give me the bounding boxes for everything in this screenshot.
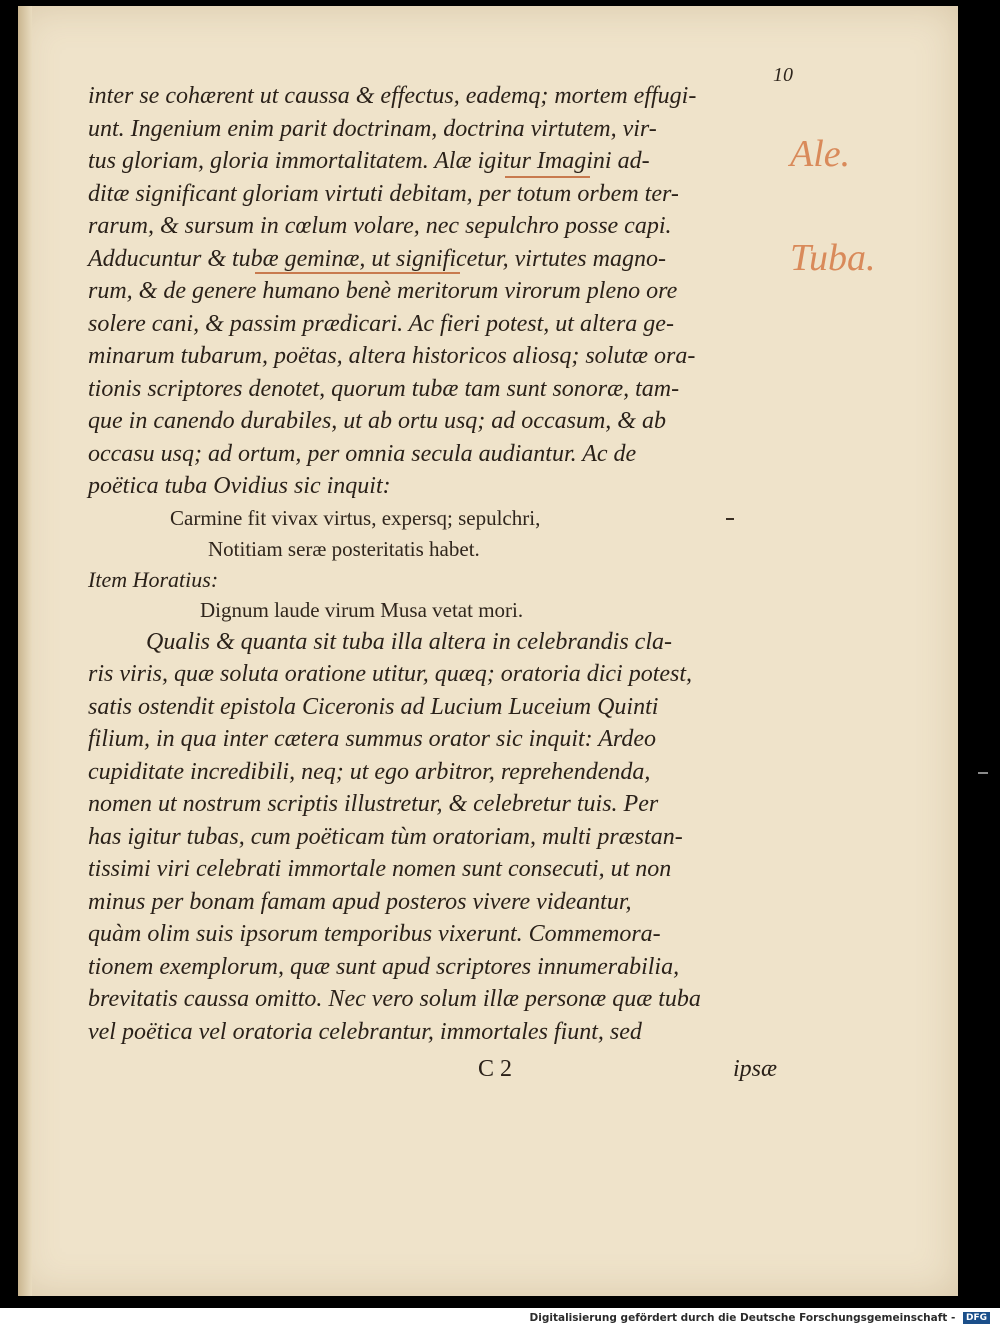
text-line: tissimi viri celebrati immortale nomen sunt consecuti, ut non <box>88 856 672 882</box>
text-line: Adducuntur & tubæ geminæ, ut significetur, virtutes magno- <box>88 245 666 272</box>
text-line: brevitatis caussa omitto. Nec vero solum illæ personæ quæ tuba <box>88 986 701 1012</box>
margin-note-tuba: Tuba. <box>790 237 876 279</box>
edge-mark <box>978 772 988 774</box>
signature-mark: C 2 <box>478 1056 513 1082</box>
text-line: minus per bonam famam apud posteros vivere videantur, <box>88 888 632 915</box>
text-line: filium, in qua inter cætera summus orator sic inquit: Ardeo <box>88 726 656 752</box>
page-number: 10 <box>773 64 793 86</box>
text-line: vel poëtica vel oratoria celebrantur, immortales fiunt, sed <box>88 1018 642 1045</box>
text-line: rum, & de genere humano benè meritorum virorum pleno ore <box>88 278 678 304</box>
text-line: minarum tubarum, poëtas, altera historicos aliosq; solutæ ora- <box>88 343 696 369</box>
text-line: has igitur tubas, cum poëticam tùm oratoriam, multi præstan- <box>88 823 683 850</box>
text-line: rarum, & sursum in cœlum volare, nec sepulchro posse capi. <box>88 213 672 239</box>
text-line: Qualis & quanta sit tuba illa altera in celebrandis cla- <box>146 628 672 655</box>
verse-line-ovid: Notitiam seræ posteritatis habet. <box>208 536 480 561</box>
verse-line-horace: Dignum laude virum Musa vetat mori. <box>200 597 524 622</box>
text-line: ris viris, quæ soluta oratione utitur, quæq; oratoria dici potest, <box>88 661 693 687</box>
verse-line-ovid: Carmine fit vivax virtus, expersq; sepulchri, <box>170 505 541 530</box>
digitization-credit <box>530 1312 990 1324</box>
text-line: ditæ significant gloriam virtuti debitam, per totum orbem ter- <box>88 180 679 207</box>
text-line: solere cani, & passim prædicari. Ac fieri potest, ut altera ge- <box>88 310 674 337</box>
page-text <box>88 80 788 1048</box>
text-line: que in canendo durabiles, ut ab ortu usq; ad occasum, & ab <box>88 408 666 434</box>
text-line: inter se cohærent ut caussa & effectus, eademq; mortem effugi- <box>88 83 697 109</box>
dfg-logo-icon: DFG <box>963 1312 990 1324</box>
ink-mark <box>726 518 734 520</box>
text-line: satis ostendit epistola Ciceronis ad Lucium Luceium Quinti <box>88 693 659 720</box>
text-line: tus gloriam, gloria immortalitatem. Alæ igitur Imagini ad- <box>88 148 650 174</box>
text-line: quàm olim suis ipsorum temporibus vixerunt. Commemora- <box>88 921 661 947</box>
annotation-underline <box>255 272 460 274</box>
text-line: nomen ut nostrum scriptis illustretur, & celebretur tuis. Per <box>88 791 659 817</box>
text-line: tionis scriptores denotet, quorum tubæ tam sunt sonoræ, tam- <box>88 375 680 402</box>
margin-note-ale: Ale. <box>790 133 851 175</box>
catchword: ipsæ <box>733 1056 778 1082</box>
text-line: cupiditate incredibili, neq; ut ego arbitror, reprehendenda, <box>88 758 651 785</box>
text-line: poëtica tuba Ovidius sic inquit: <box>88 473 391 499</box>
page-footer <box>88 1056 788 1092</box>
annotation-underline <box>505 176 590 178</box>
credit-text: Digitalisierung gefördert durch die Deutsche Forschungsgemeinschaft - <box>529 1312 956 1324</box>
text-line: unt. Ingenium enim parit doctrinam, doctrina virtutem, vir- <box>88 115 657 142</box>
text-line: occasu usq; ad ortum, per omnia secula audiantur. Ac de <box>88 440 637 467</box>
horace-heading: Item Horatius: <box>88 566 219 592</box>
text-line: tionem exemplorum, quæ sunt apud scriptores innumerabilia, <box>88 953 680 980</box>
